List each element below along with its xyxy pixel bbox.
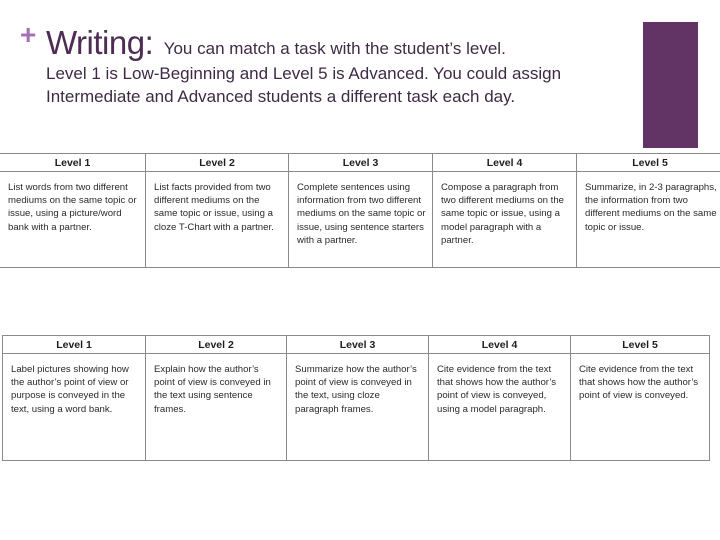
column-header-level-2: Level 2 <box>146 336 287 354</box>
slide-title-line <box>46 24 506 62</box>
table-cell-level-1: Label pictures showing how the author’s point of view or purpose is conveyed in the text, using a word bank. <box>3 354 146 461</box>
rubric-table-2 <box>2 335 710 461</box>
plus-bullet-icon: + <box>20 19 37 50</box>
table-cell-level-5: Cite evidence from the text that shows how the author’s point of view is conveyed. <box>571 354 710 461</box>
table-cell-level-2: Explain how the author’s point of view is conveyed in the text using sentence frames. <box>146 354 287 461</box>
column-header-level-3: Level 3 <box>289 154 433 172</box>
table-cell-level-2: List facts provided from two different mediums on the same topic or issue, using a cloze T-Chart with a partner. <box>146 172 289 268</box>
column-header-level-3: Level 3 <box>287 336 429 354</box>
slide-subtitle: You can match a task with the student’s level. <box>163 39 506 58</box>
column-header-level-5: Level 5 <box>577 154 720 172</box>
column-header-level-5: Level 5 <box>571 336 710 354</box>
table-row <box>3 354 710 461</box>
column-header-level-4: Level 4 <box>429 336 571 354</box>
slide-title: Writing: <box>46 24 154 61</box>
rubric-table-1 <box>0 153 720 268</box>
table-cell-level-4: Compose a paragraph from two different mediums on the same topic or issue, using a model paragraph with a partner. <box>433 172 577 268</box>
column-header-level-1: Level 1 <box>0 154 146 172</box>
column-header-level-1: Level 1 <box>3 336 146 354</box>
table-cell-level-5: Summarize, in 2-3 paragraphs, the information from two different mediums on the same topic or issue. <box>577 172 720 268</box>
column-header-level-2: Level 2 <box>146 154 289 172</box>
table-header-row <box>0 154 720 172</box>
table-cell-level-4: Cite evidence from the text that shows how the author’s point of view is conveyed, using a model paragraph. <box>429 354 571 461</box>
column-header-level-4: Level 4 <box>433 154 577 172</box>
table-cell-level-1: List words from two different mediums on the same topic or issue, using a picture/word bank with a partner. <box>0 172 146 268</box>
table-row <box>0 172 720 268</box>
table-cell-level-3: Complete sentences using information from two different mediums on the same topic or issue, using sentence starters with a partner. <box>289 172 433 268</box>
table-header-row <box>3 336 710 354</box>
table-cell-level-3: Summarize how the author’s point of view is conveyed in the text, using cloze paragraph frames. <box>287 354 429 461</box>
accent-bar <box>643 22 698 148</box>
slide-body-text: Level 1 is Low-Beginning and Level 5 is Advanced. You could assign Intermediate and Advanced students a different task each day. <box>46 64 562 106</box>
